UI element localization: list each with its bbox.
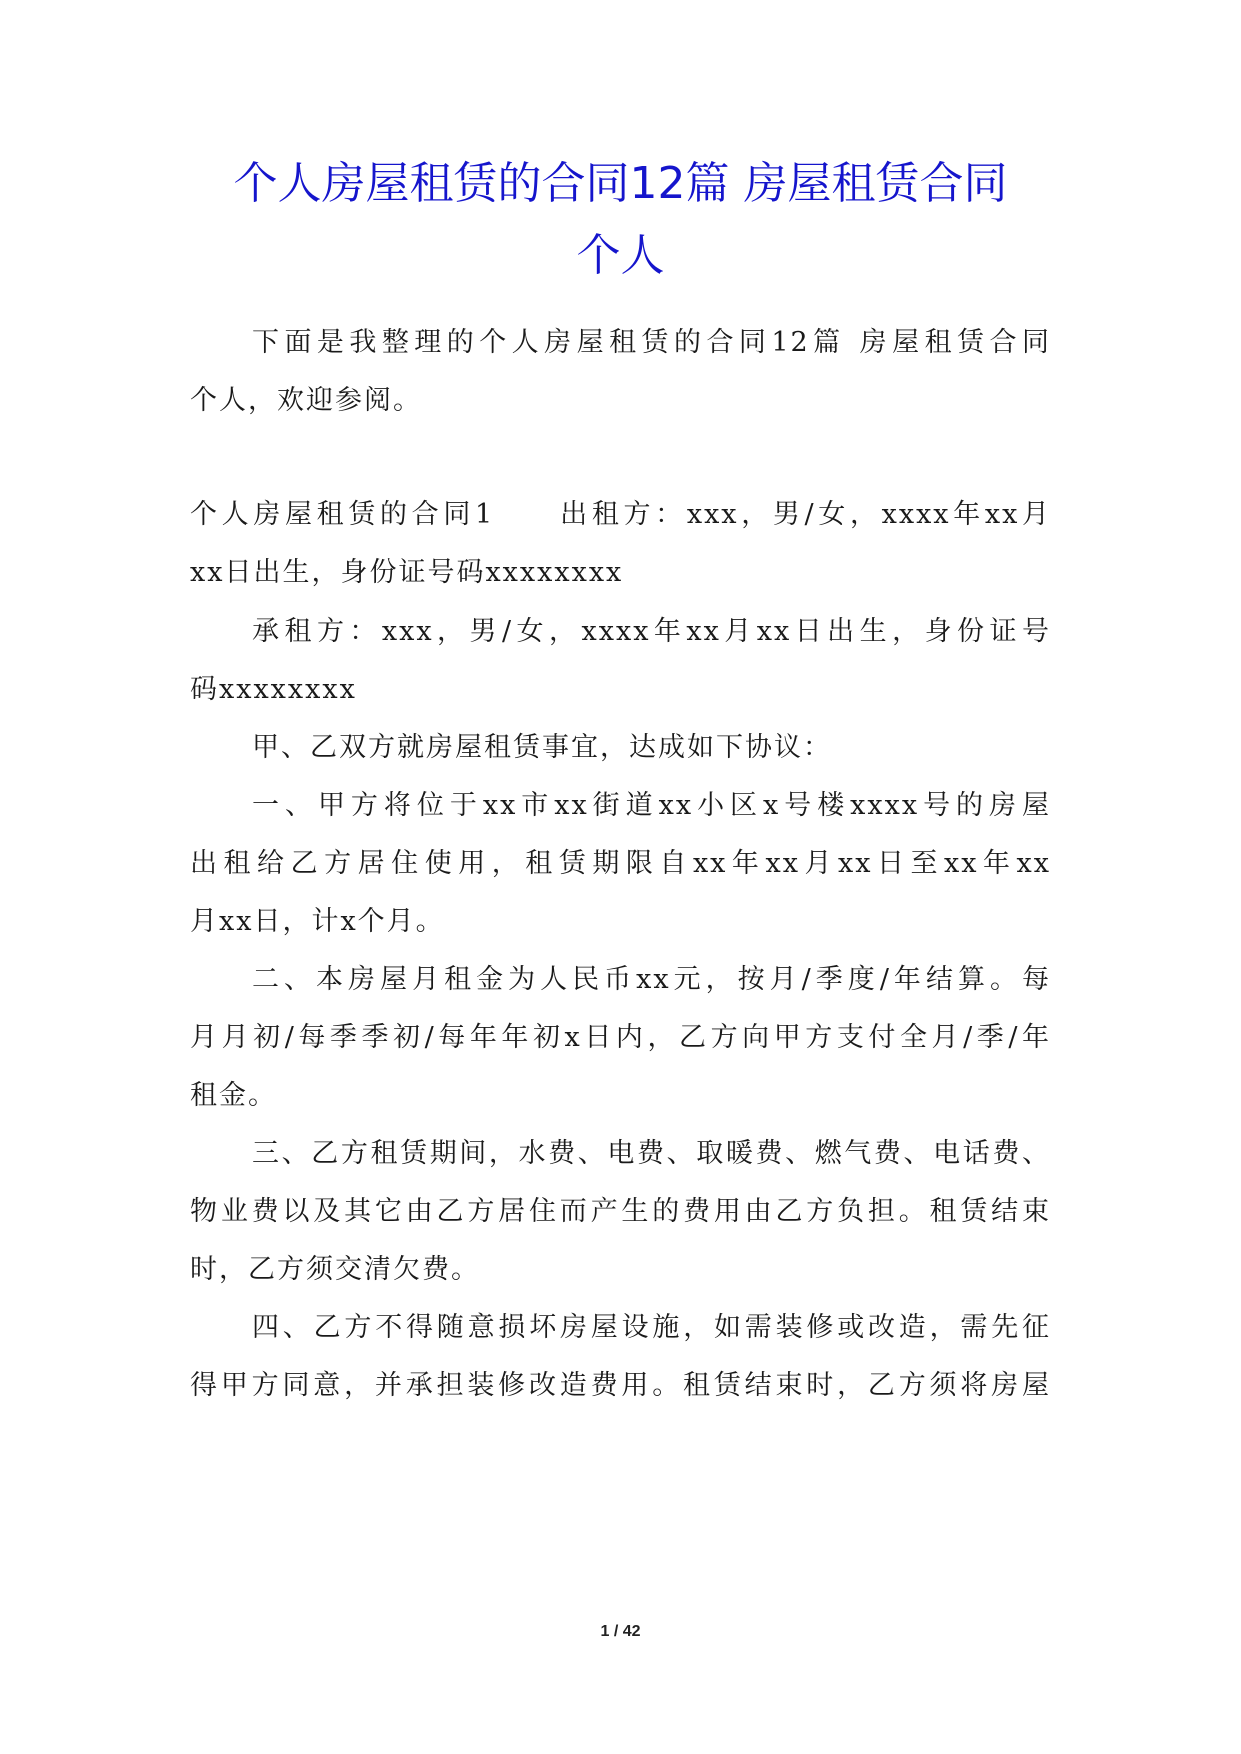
contract-heading-line: 个人房屋租赁的合同1 出租方：xxx，男/女，xxxx年xx月 [190,499,1051,530]
clause-4-line-2: 得甲方同意，并承担装修改造费用。租赁结束时，乙方须将房屋 [190,1370,1051,1401]
intro-line-2: 个人，欢迎参阅。 [190,385,422,416]
clause-2-line-1: 二、本房屋月租金为人民币xx元，按月/季度/年结算。每 [252,964,1051,995]
title-line-1: 个人房屋租赁的合同12篇 房屋租赁合同 [233,158,1008,209]
clause-1-line-1: 一、甲方将位于xx市xx街道xx小区x号楼xxxx号的房屋 [252,790,1051,821]
clause-2-line-2: 月月初/每季季初/每年年初x日内，乙方向甲方支付全月/季/年 [190,1022,1051,1053]
title-line-2: 个人 [576,230,665,281]
clause-1-line-3: 月xx日，计x个月。 [190,906,445,937]
lessee-line-2: 码xxxxxxxx [190,674,357,705]
document-title [170,148,1071,292]
clause-2-line-3: 租金。 [190,1080,277,1111]
clause-4-line-1: 四、乙方不得随意损坏房屋设施，如需装修或改造，需先征 [252,1312,1051,1343]
lessor-line-2: xx日出生，身份证号码xxxxxxxx [190,557,624,588]
page-number: 1 / 42 [600,1623,641,1640]
clause-3-line-2: 物业费以及其它由乙方居住而产生的费用由乙方负担。租赁结束 [190,1196,1051,1227]
clause-3-line-3: 时，乙方须交清欠费。 [190,1254,480,1285]
intro-line-1: 下面是我整理的个人房屋租赁的合同12篇 房屋租赁合同 [252,327,1051,358]
clause-1-line-2: 出租给乙方居住使用，租赁期限自xx年xx月xx日至xx年xx [190,848,1051,879]
lessee-line-1: 承租方：xxx，男/女，xxxx年xx月xx日出生，身份证号 [252,616,1051,647]
clause-3-line-1: 三、乙方租赁期间，水费、电费、取暖费、燃气费、电话费、 [252,1138,1051,1169]
agreement-intro: 甲、乙双方就房屋租赁事宜，达成如下协议： [252,732,832,763]
